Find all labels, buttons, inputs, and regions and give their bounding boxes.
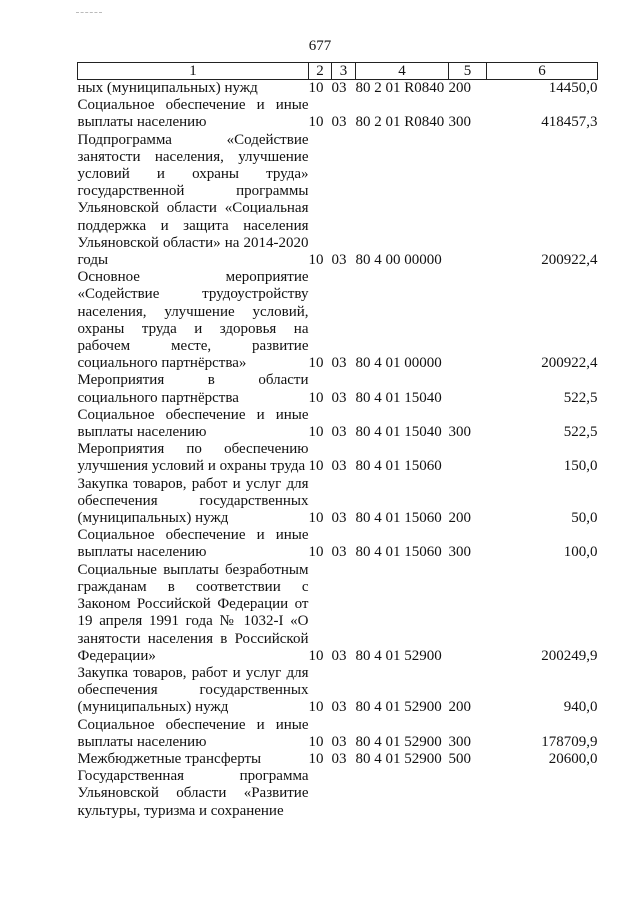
row-section: 10 — [308, 424, 324, 441]
row-expense-type: 200 — [448, 510, 471, 527]
row-name: Социальное обеспечение и иные выплаты населению — [77, 406, 309, 441]
row-subsection: 03 — [331, 699, 347, 716]
table-row — [78, 768, 598, 820]
row-target-code: 80 4 01 15040 — [355, 424, 442, 441]
row-amount — [487, 768, 598, 820]
row-target-code: 80 2 01 R0840 — [355, 80, 445, 96]
table-row — [78, 441, 598, 475]
row-amount: 418457,3 — [541, 114, 598, 131]
header-col-1: 1 — [78, 63, 309, 80]
row-section: 10 — [308, 114, 324, 131]
row-amount: 50,0 — [571, 510, 598, 527]
row-amount: 14450,0 — [548, 80, 598, 96]
row-expense-type — [449, 768, 487, 820]
row-amount: 200249,9 — [541, 647, 598, 664]
table-row — [78, 665, 598, 717]
row-subsection: 03 — [331, 80, 347, 96]
row-target-code: 80 4 00 00000 — [355, 252, 442, 269]
row-expense-type: 300 — [448, 424, 471, 441]
table-row — [78, 562, 598, 665]
row-name: Межбюджетные трансферты — [77, 750, 262, 767]
row-subsection: 03 — [331, 252, 347, 269]
row-subsection: 03 — [331, 389, 347, 406]
row-subsection: 03 — [331, 510, 347, 527]
header-row — [78, 63, 598, 80]
row-target-code: 80 4 01 15040 — [355, 389, 442, 406]
scan-mark — [76, 12, 102, 15]
row-name: Социальное обеспечение и иные выплаты населению — [77, 716, 309, 750]
row-amount: 522,5 — [563, 389, 598, 406]
table-row — [78, 751, 598, 768]
row-name: Социальные выплаты безработным гражданам в соответствии с Законом Российской Федерации от 19 апреля 1991 года № 1032-I «О занятости населения в Российской Федерации» — [77, 561, 309, 664]
row-expense-type: 300 — [448, 733, 471, 750]
row-name: Мероприятия по обеспечению улучшения условий и охраны труда — [77, 441, 309, 475]
row-amount: 150,0 — [563, 458, 598, 475]
table-row — [78, 372, 598, 406]
table-row — [78, 132, 598, 270]
header-col-6: 6 — [487, 63, 598, 80]
table-row — [78, 407, 598, 441]
row-target-code: 80 4 01 52900 — [355, 733, 442, 750]
budget-table — [77, 62, 598, 820]
row-section: 10 — [308, 699, 324, 716]
row-subsection — [332, 768, 356, 820]
table-row — [78, 269, 598, 372]
row-target-code: 80 4 01 52900 — [355, 750, 442, 767]
row-name: ных (муниципальных) нужд — [77, 80, 258, 96]
table-row — [78, 527, 598, 561]
row-name: Мероприятия в области социального партнёрства — [77, 372, 309, 406]
row-expense-type — [449, 269, 487, 372]
row-name: Социальное обеспечение и иные выплаты населению — [77, 97, 309, 131]
row-subsection: 03 — [331, 114, 347, 131]
row-section: 10 — [308, 647, 324, 664]
row-section: 10 — [308, 355, 324, 372]
row-expense-type — [449, 372, 487, 406]
row-subsection: 03 — [331, 355, 347, 372]
row-section: 10 — [308, 733, 324, 750]
row-amount: 100,0 — [563, 544, 598, 561]
row-expense-type: 200 — [448, 80, 471, 96]
row-section — [309, 768, 332, 820]
row-section: 10 — [308, 458, 324, 475]
row-target-code: 80 2 01 R0840 — [355, 114, 445, 131]
row-amount: 200922,4 — [541, 355, 598, 372]
table-row — [78, 80, 598, 98]
row-name: Государственная программа Ульяновской области «Развитие культуры, туризма и сохранение — [77, 768, 309, 819]
table-row — [78, 97, 598, 131]
row-subsection: 03 — [331, 733, 347, 750]
row-expense-type: 200 — [448, 699, 471, 716]
row-target-code: 80 4 01 15060 — [355, 544, 442, 561]
row-section: 10 — [308, 80, 324, 96]
row-amount: 200922,4 — [541, 252, 598, 269]
row-target-code: 80 4 01 00000 — [355, 355, 442, 372]
row-subsection: 03 — [331, 544, 347, 561]
row-amount: 940,0 — [563, 699, 598, 716]
row-section: 10 — [308, 510, 324, 527]
row-target-code — [356, 768, 449, 820]
row-section: 10 — [308, 252, 324, 269]
row-subsection: 03 — [331, 458, 347, 475]
row-target-code: 80 4 01 52900 — [355, 699, 442, 716]
row-name: Социальное обеспечение и иные выплаты населению — [77, 527, 309, 561]
row-expense-type: 500 — [448, 750, 471, 767]
row-amount: 522,5 — [563, 424, 598, 441]
row-name: Основное мероприятие «Содействие трудоустройству населения, улучшение условий, охраны труда и здоровья на рабочем месте, развитие социального партнёрства» — [77, 269, 309, 372]
row-expense-type: 300 — [448, 544, 471, 561]
table-row — [78, 476, 598, 528]
row-target-code: 80 4 01 15060 — [355, 458, 442, 475]
row-section: 10 — [308, 389, 324, 406]
row-subsection: 03 — [331, 647, 347, 664]
row-expense-type: 300 — [448, 114, 471, 131]
table-header — [78, 63, 598, 80]
row-target-code: 80 4 01 52900 — [355, 647, 442, 664]
row-section: 10 — [308, 544, 324, 561]
page-number: 677 — [308, 38, 332, 54]
row-target-code: 80 4 01 15060 — [355, 510, 442, 527]
row-section: 10 — [308, 750, 324, 767]
table-row — [78, 717, 598, 751]
row-subsection: 03 — [331, 424, 347, 441]
row-subsection: 03 — [331, 750, 347, 767]
row-amount: 178709,9 — [541, 733, 598, 750]
row-name: Закупка товаров, работ и услуг для обеспечения государственных (муниципальных) нужд — [77, 664, 309, 716]
row-expense-type — [449, 562, 487, 665]
header-col-5: 5 — [449, 63, 487, 80]
row-name: Подпрограмма «Содействие занятости населения, улучшение условий и охраны труда» государственной программы Ульяновской области «Социальная поддержка и защита населения Ульяновской области» на 2014-2020 годы — [77, 131, 309, 269]
row-name: Закупка товаров, работ и услуг для обеспечения государственных (муниципальных) нужд — [77, 475, 309, 527]
table-body — [78, 80, 598, 820]
row-expense-type — [449, 441, 487, 475]
header-col-2: 2 — [309, 63, 332, 80]
header-col-3: 3 — [332, 63, 356, 80]
header-col-4: 4 — [356, 63, 449, 80]
row-expense-type — [449, 132, 487, 270]
row-amount: 20600,0 — [548, 750, 598, 767]
